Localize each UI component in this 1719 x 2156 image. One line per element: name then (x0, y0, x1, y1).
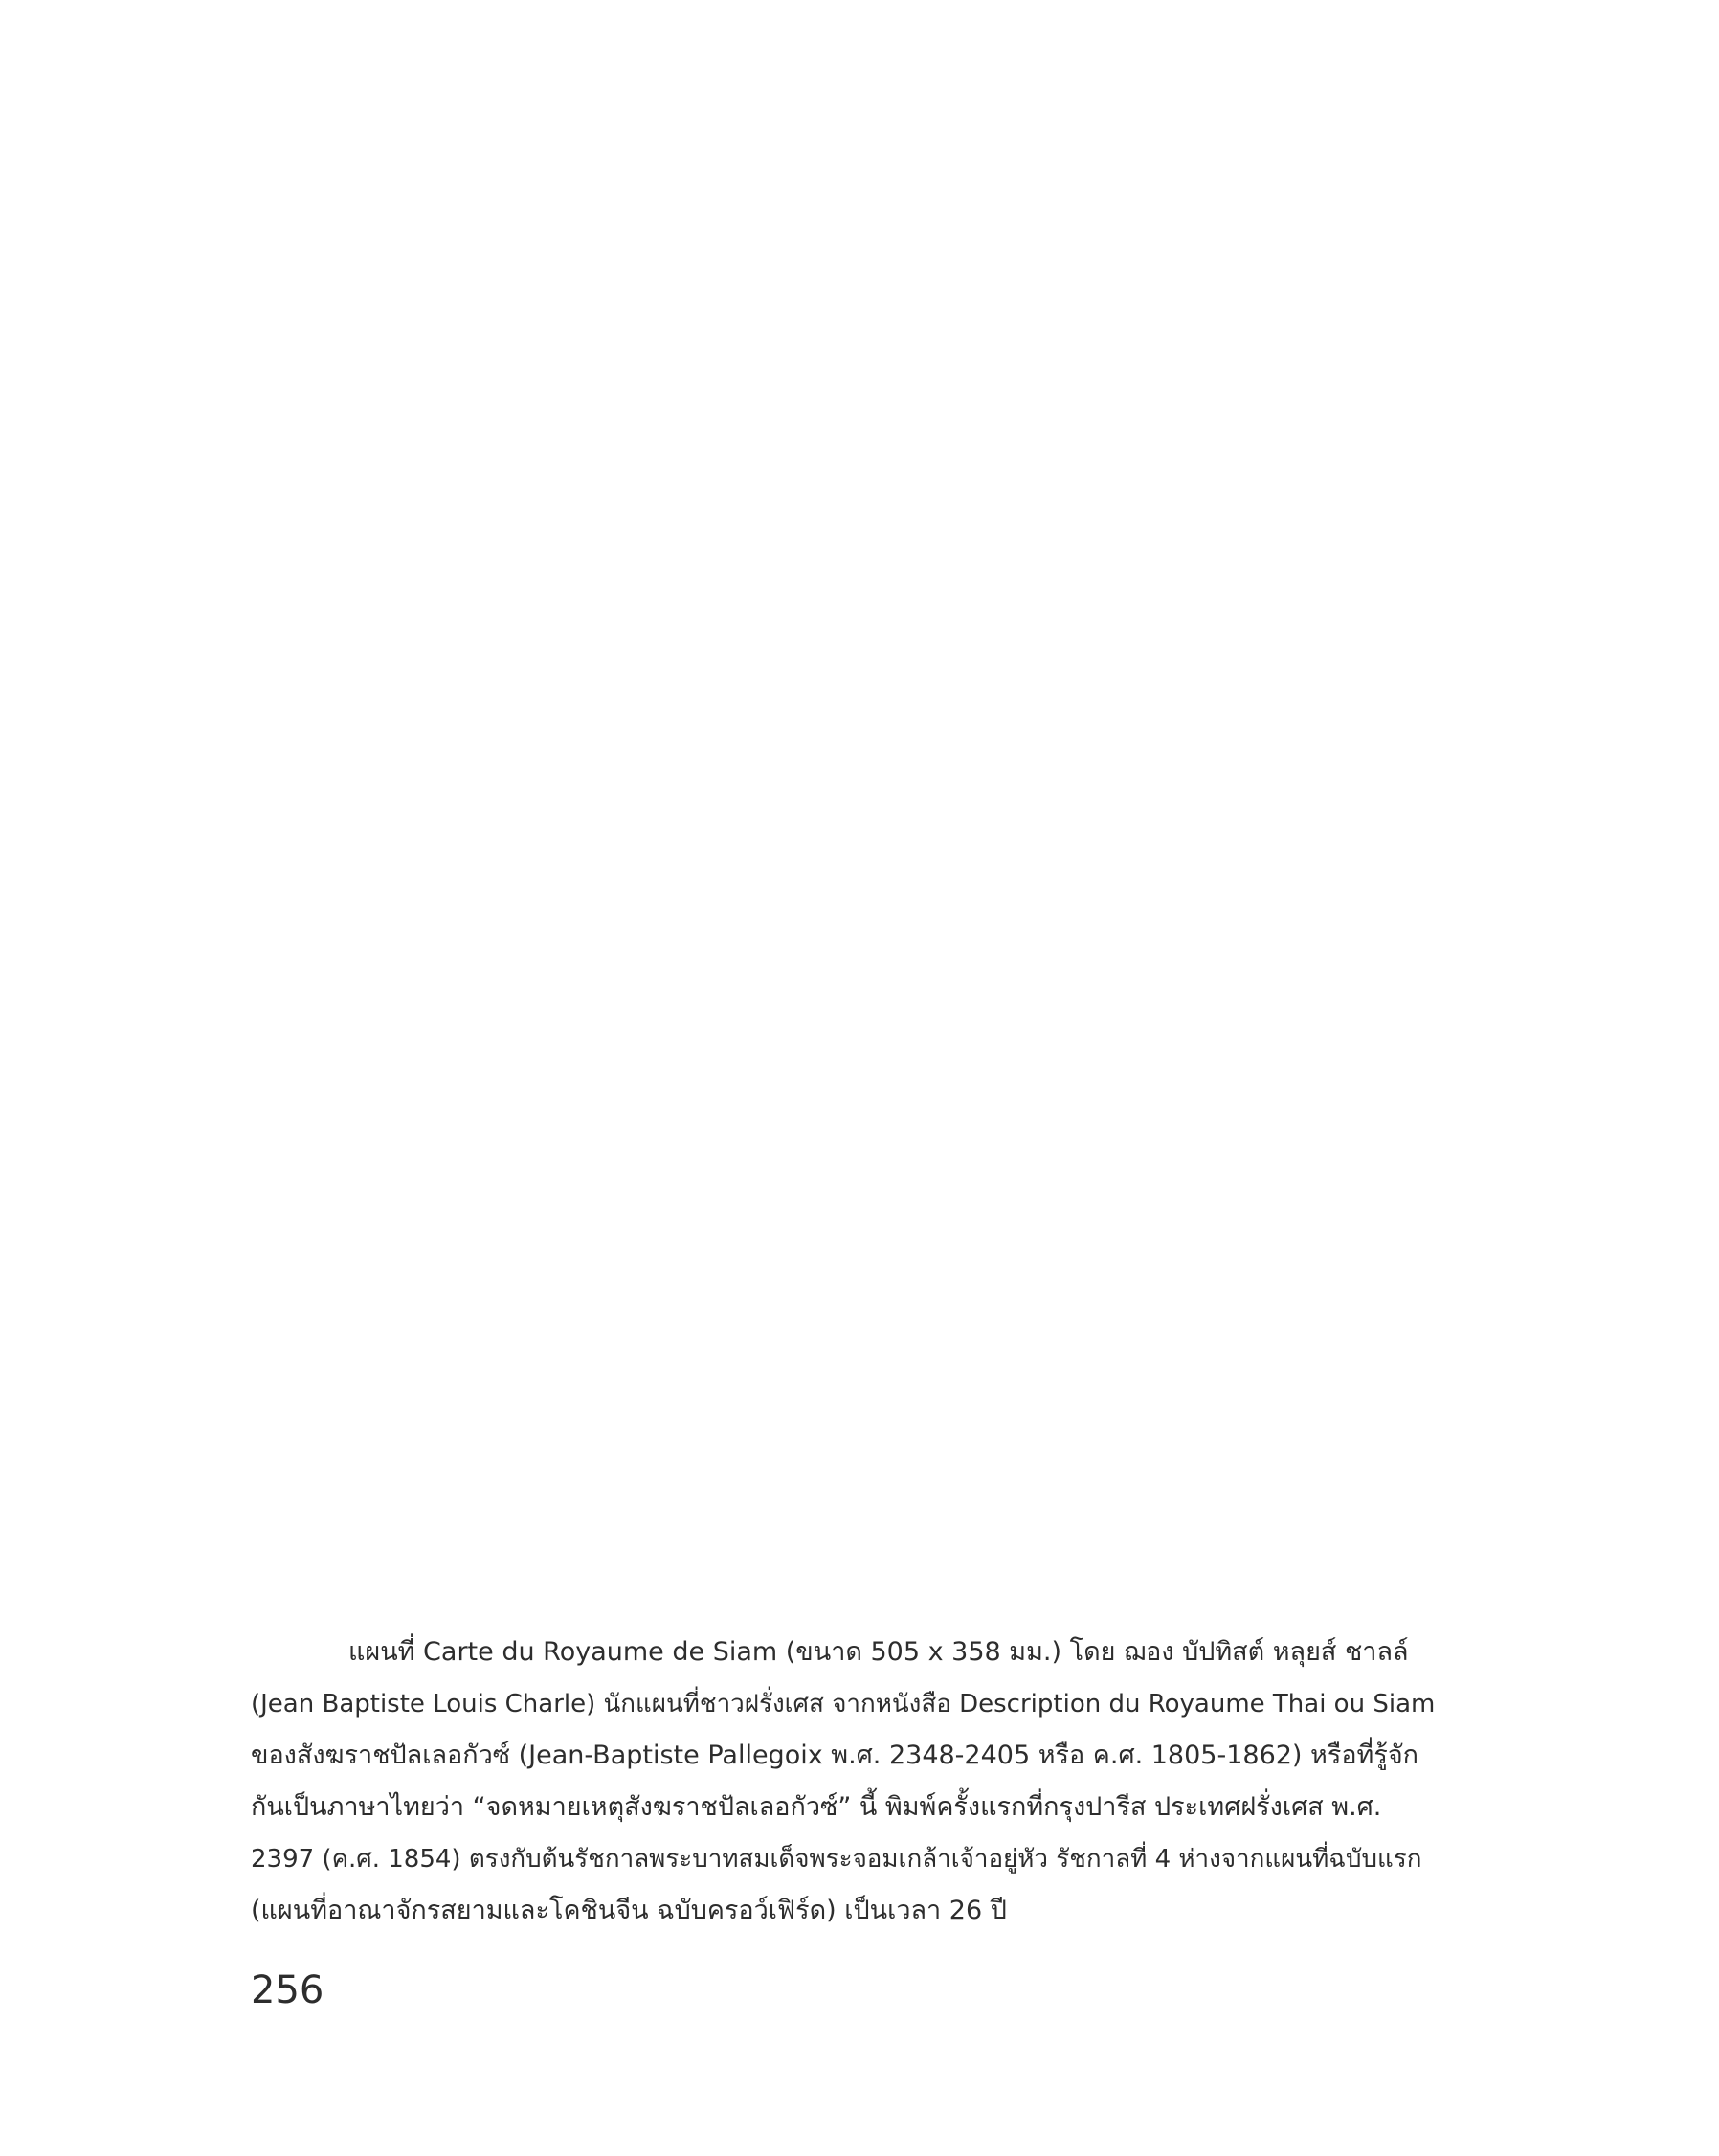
caption-line-4: กันเป็นภาษาไทยว่า “จดหมายเหตุสังฆราชปัลเลอกัวซ์” นี้ พิมพ์ครั้งแรกที่กรุงปารีส ประเทศฝรั่งเศส พ.ศ. (251, 1792, 1382, 1822)
caption-line-2: (Jean Baptiste Louis Charle) นักแผนที่ชาวฝรั่งเศส จากหนังสือ Description du Royaume Thai ou Siam (251, 1690, 1436, 1718)
page-number: 256 (251, 1968, 324, 2012)
caption-line-3: ของสังฆราชปัลเลอกัวซ์ (Jean-Baptiste Pallegoix พ.ศ. 2348-2405 หรือ ค.ศ. 1805-1862) หรือที่รู้จัก (251, 1741, 1419, 1770)
caption-line-1: แผนที่ Carte du Royaume de Siam (ขนาด 505 x 358 มม.) โดย ฌอง บัปทิสต์ หลุยส์ ชาลล์ (348, 1637, 1409, 1667)
caption-line-6: (แผนที่อาณาจักรสยามและโคชินจีน ฉบับครอว์เฟิร์ด) เป็นเวลา 26 ปี (251, 1896, 1007, 1925)
caption-line-5: 2397 (ค.ศ. 1854) ตรงกับต้นรัชกาลพระบาทสมเด็จพระจอมเกล้าเจ้าอยู่หัว รัชกาลที่ 4 ห่างจากแผนที่ฉบับแรก (251, 1845, 1422, 1874)
